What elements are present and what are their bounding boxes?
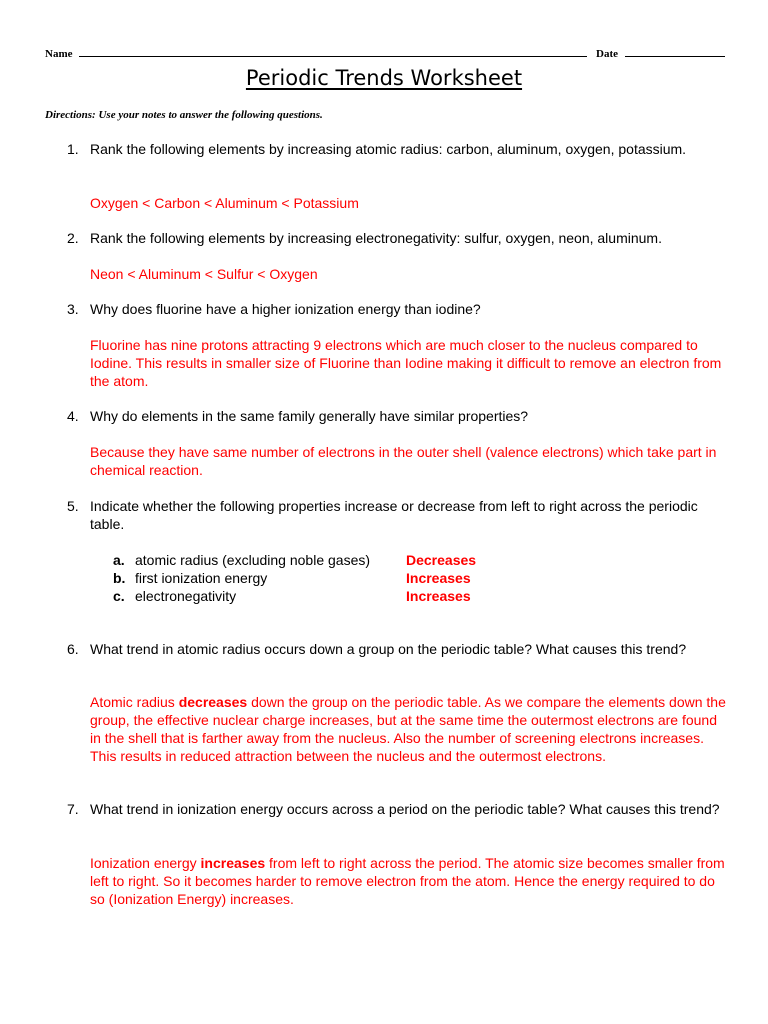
question-text: Why does fluorine have a higher ionization energy than iodine? <box>90 301 481 317</box>
question-text: Indicate whether the following properties increase or decrease from left to right across the periodic table. <box>90 498 698 532</box>
date-blank <box>625 46 725 57</box>
question-2 <box>67 229 727 247</box>
property-letter: a. <box>113 552 125 568</box>
answer-text: down the group on the periodic table. As we compare the elements down the group, the effective nuclear charge increases, but at the same time the outermost electrons are found in the shell that is farther away from the nucleus. Also the number of screening electrons increases. This results in reduced attraction between the nucleus and the outermost electrons. <box>90 694 726 764</box>
answer-text: Ionization energy <box>90 855 201 871</box>
property-label: first ionization energy <box>135 570 268 586</box>
name-label: Name <box>45 48 73 60</box>
question-3 <box>67 300 727 318</box>
property-letter: c. <box>113 588 125 604</box>
question-text: Why do elements in the same family generally have similar properties? <box>90 408 529 424</box>
directions: Directions: Use your notes to answer the following questions. <box>45 109 323 121</box>
question-number: 3. <box>67 301 79 317</box>
property-letter: b. <box>113 570 126 586</box>
question-1 <box>67 140 727 158</box>
question-6 <box>67 640 727 658</box>
question-5 <box>67 497 727 533</box>
name-date-line <box>45 46 725 60</box>
answer-emphasis: decreases <box>178 694 248 710</box>
question-number: 6. <box>67 641 79 657</box>
answer-7 <box>90 854 730 908</box>
property-label: atomic radius (excluding noble gases) <box>135 552 371 568</box>
property-label: electronegativity <box>135 588 237 604</box>
answer-6 <box>90 693 730 765</box>
question-text: What trend in ionization energy occurs across a period on the periodic table? What causes this trend? <box>90 801 720 817</box>
question-number: 5. <box>67 498 79 514</box>
answer-1: Oxygen < Carbon < Aluminum < Potassium <box>90 195 359 211</box>
question-4 <box>67 407 727 425</box>
question-text: What trend in atomic radius occurs down a group on the periodic table? What causes this trend? <box>90 641 687 657</box>
property-answer: Increases <box>406 570 471 586</box>
answer-emphasis: increases <box>200 855 266 871</box>
answer-3: Fluorine has nine protons attracting 9 electrons which are much closer to the nucleus compared to Iodine. This results in smaller size of Fluorine than Iodine making it difficult to remove an electron from the atom. <box>90 337 722 389</box>
question-number: 1. <box>67 141 79 157</box>
property-answer: Decreases <box>406 552 477 568</box>
page-title: Periodic Trends Worksheet <box>245 66 523 90</box>
answer-4: Because they have same number of electrons in the outer shell (valence electrons) which take part in chemical reaction. <box>90 444 717 478</box>
question-7 <box>67 800 727 818</box>
question-text: Rank the following elements by increasing atomic radius: carbon, aluminum, oxygen, potassium. <box>90 141 687 157</box>
name-blank <box>79 46 587 57</box>
question-number: 2. <box>67 230 79 246</box>
question-number: 4. <box>67 408 79 424</box>
property-answer: Increases <box>406 588 471 604</box>
question-number: 7. <box>67 801 79 817</box>
question-text: Rank the following elements by increasing electronegativity: sulfur, oxygen, neon, aluminum. <box>90 230 662 246</box>
answer-text: from left to right across the period. The atomic size becomes smaller from left to right. So it becomes harder to remove electron from the atom. Hence the energy required to do so (Ionization Energy) increases. <box>90 855 725 907</box>
answer-text: Atomic radius <box>90 694 179 710</box>
answer-2: Neon < Aluminum < Sulfur < Oxygen <box>90 266 318 282</box>
date-label: Date <box>596 48 618 60</box>
